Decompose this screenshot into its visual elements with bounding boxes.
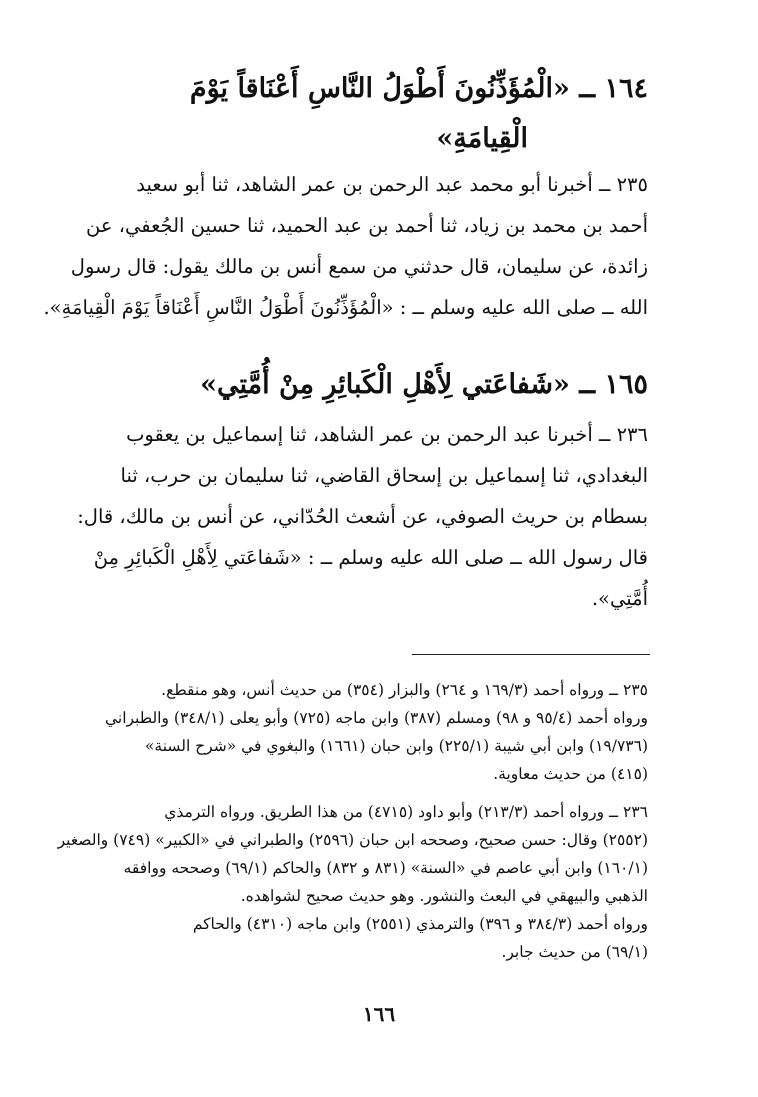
footnote-line: (١٩/٧٣٦) وابن أبي شيبة (٢٢٥/١) وابن حبان (١٦٦١) والبغوي في «شرح السنة» (144, 737, 648, 755)
heading-line: ١٦٤ ــ «الْمُؤَذِّنُونَ أَطْوَلُ النَّاسِ أَعْنَاقاً يَوْمَ (189, 73, 648, 104)
footnote-235 (100, 676, 648, 788)
heading-line: ١٦٥ ــ «شَفاعَتي لِأَهْلِ الْكَبائِرِ مِنْ أُمَّتِي» (200, 369, 648, 400)
page-number: ١٦٦ (362, 1002, 396, 1026)
section-heading-164 (88, 64, 648, 164)
text-line: ٢٣٦ ــ أخبرنا عبد الرحمن بن عمر الشاهد، ثنا إسماعيل بن يعقوب (126, 423, 648, 446)
section-heading-165 (88, 360, 648, 410)
footnote-divider (412, 654, 650, 655)
footnote-line: (١٦٠/١) وابن أبي عاصم في «السنة» (٨٣١ و ٨٣٢) والحاكم (٦٩/١) وصححه ووافقه (123, 859, 648, 877)
hadith-235-text (43, 164, 648, 328)
text-line: أُمَّتِي». (591, 587, 648, 610)
footnote-line: الذهبي والبيهقي في البعث والنشور. وهو حديث صحيح لشواهده. (240, 887, 648, 905)
hadith-236-text (77, 414, 648, 619)
footnote-line: (٦٩/١) من حديث جابر. (501, 943, 648, 961)
text-line: بسطام بن حريث الصوفي، عن أشعث الحُدّاني، عن أنس بن مالك، قال: (77, 505, 648, 528)
footnote-236 (57, 798, 648, 966)
text-line: زائدة، عن سليمان، قال حدثني من سمع أنس بن مالك يقول: قال رسول (70, 255, 648, 278)
footnote-line: (٤١٥) من حديث معاوية. (493, 765, 648, 783)
heading-line-continued: الْقِيامَةِ» (436, 123, 528, 154)
footnote-line: (٢٥٥٢) وقال: حسن صحيح، وصححه ابن حبان (٢٥٩٦) والطبراني في «الكبير» (٧٤٩) والصغير (57, 831, 648, 849)
footnote-line: ورواه أحمد (٣٨٤/٣ و ٣٩٦) والترمذي (٢٥٥١) وابن ماجه (٤٣١٠) والحاكم (192, 915, 648, 933)
footnote-line: ٢٣٦ ــ ورواه أحمد (٢١٣/٣) وأبو داود (٤٧١٥) من هذا الطريق. ورواه الترمذي (164, 803, 648, 821)
text-line: الله ــ صلى الله عليه وسلم ــ : «الْمُؤَذِّنُونَ أَطْوَلُ النَّاسِ أَعْنَاقاً يَوْمَ الْقِيامَةِ». (43, 296, 648, 319)
footnote-line: ورواه أحمد (٩٥/٤ و ٩٨) ومسلم (٣٨٧) وابن ماجه (٧٢٥) وأبو يعلى (٣٤٨/١) والطبراني (104, 709, 648, 727)
text-line: البغدادي، ثنا إسماعيل بن إسحاق القاضي، ثنا سليمان بن حرب، ثنا (120, 464, 648, 487)
footnote-line: ٢٣٥ ــ ورواه أحمد (١٦٩/٣ و ٢٦٤) والبزار (٣٥٤) من حديث أنس، وهو منقطع. (161, 681, 648, 699)
text-line: ٢٣٥ ــ أخبرنا أبو محمد عبد الرحمن بن عمر الشاهد، ثنا أبو سعيد (136, 173, 648, 196)
text-line: أحمد بن محمد بن زياد، ثنا أحمد بن عبد الحميد، ثنا حسين الجُعفي، عن (86, 214, 648, 237)
text-line: قال رسول الله ــ صلى الله عليه وسلم ــ : «شَفاعَتي لِأَهْلِ الْكَبائِرِ مِنْ (93, 546, 648, 569)
